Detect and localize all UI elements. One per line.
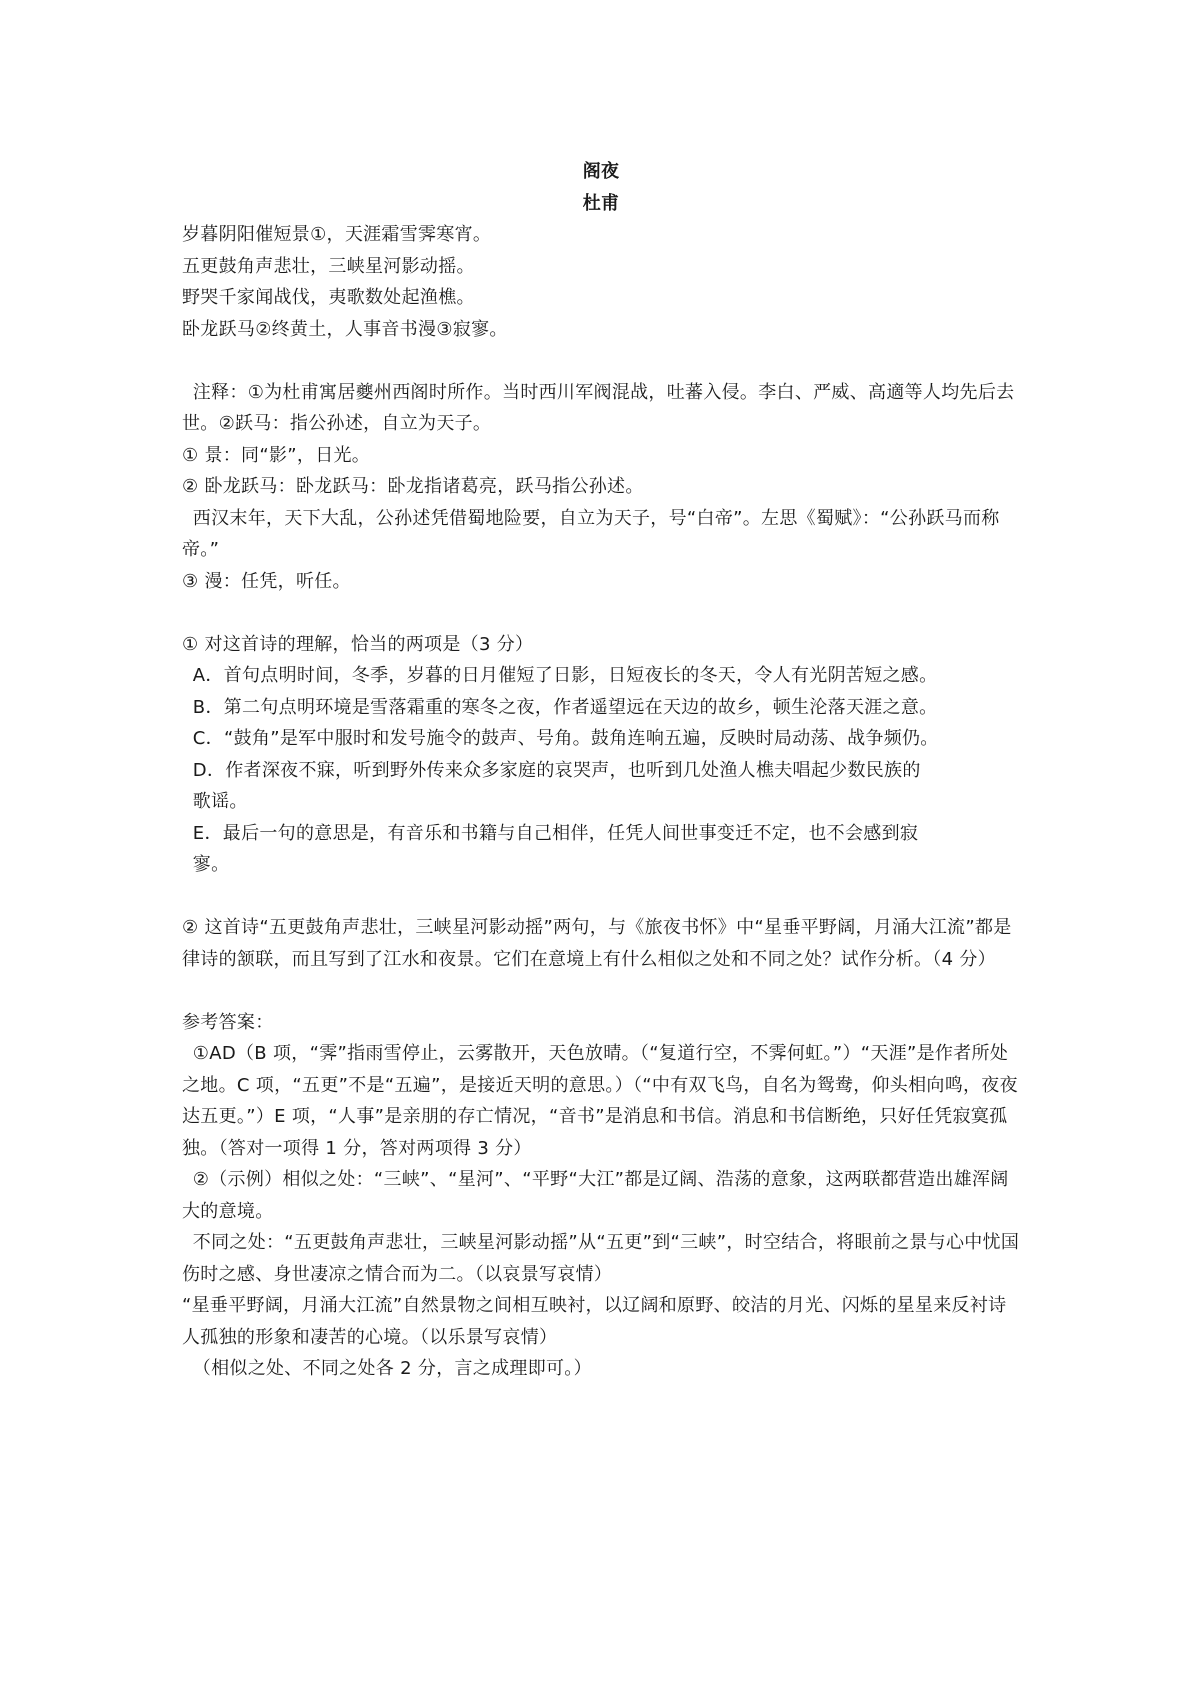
note-3: ③ 漫：任凭，听任。: [182, 570, 351, 592]
answer-1: ①AD（B 项，“霁”指雨雪停止，云雾散开，天色放晴。（“复道行空，不霁何虹。”）“天涯”是作者所处之地。C 项，“五更”不是“五遍”，是接近天明的意思。）（“中有双飞鸟，自名为鸳鸯，仰头相向鸣，夜夜达五更。”）E 项，“人事”是亲朋的存亡情况，“音书”是消息和书信。消息和书信断绝，只好任凭寂寞孤独。（答对一项得 1 分，答对两项得 3 分）: [182, 1043, 1018, 1159]
notes-intro: 注释：①为杜甫寓居夔州西阁时所作。当时西川军阀混战，吐蕃入侵。李白、严威、高適等人均先后去世。②跃马：指公孙述，自立为天子。: [182, 381, 1015, 434]
answer-2-different: 不同之处：“五更鼓角声悲壮，三峡星河影动摇”从“五更”到“三峡”，时空结合，将眼前之景与心中忧国伤时之感、身世凄凉之情合而为二。（以哀景写哀情）: [182, 1232, 1020, 1285]
option-c: C．“鼓角”是军中服时和发号施令的鼓声、号角。鼓角连响五遍，反映时局动荡、战争频仍。: [192, 728, 939, 749]
answers-heading: 参考答案：: [182, 1011, 274, 1033]
poem-title: 阁夜: [582, 161, 620, 182]
note-2-detail: 西汉末年，天下大乱，公孙述凭借蜀地险要，自立为天子，号“白帝”。左思《蜀赋》：“公孙跃马而称帝。”: [182, 507, 1000, 560]
question-2-stem: ② 这首诗“五更鼓角声悲壮，三峡星河影动摇”两句，与《旅夜书怀》中“星垂平野阔，月涌大江流”都是律诗的颔联，而且写到了江水和夜景。它们在意境上有什么相似之处和不同之处？试作分析。（4 分）: [182, 917, 1012, 970]
poem-line: 野哭千家闻战伐，夷歌数处起渔樵。: [182, 287, 475, 308]
option-d: D．作者深夜不寐，听到野外传来众多家庭的哀哭声，也听到几处渔人樵夫唱起少数民族的歌谣。: [192, 759, 921, 812]
poem-line: 五更鼓角声悲壮，三峡星河影动摇。: [182, 255, 475, 277]
option-a: A．首句点明时间，冬季，岁暮的日月催短了日影，日短夜长的冬天，令人有光阴苦短之感。: [192, 665, 938, 686]
poem-line: 岁暮阴阳催短景①，天涯霜雪霁寒宵。: [182, 224, 492, 245]
question-1-stem: ① 对这首诗的理解，恰当的两项是（3 分）: [182, 633, 534, 655]
answer-2-score: （相似之处、不同之处各 2 分，言之成理即可。）: [192, 1358, 592, 1379]
poem-author: 杜甫: [582, 192, 620, 214]
note-1: ① 景：同“影”，日光。: [182, 444, 371, 466]
option-e: E．最后一句的意思是，有音乐和书籍与自己相伴，任凭人间世事变迁不定，也不会感到寂寥。: [192, 822, 919, 875]
answer-2-similar: ②（示例）相似之处：“三峡”、“星河”、“平野“大江”都是辽阔、浩荡的意象，这两联都营造出雄浑阔大的意境。: [182, 1169, 1009, 1222]
note-2: ② 卧龙跃马：卧龙跃马：卧龙指诸葛亮，跃马指公孙述。: [182, 476, 644, 497]
option-b: B．第二句点明环境是雪落霜重的寒冬之夜，作者遥望远在天边的故乡，顿生沦落天涯之意。: [192, 696, 938, 718]
answer-2-different-2: “星垂平野阔，月涌大江流”自然景物之间相互映衬，以辽阔和原野、皎洁的月光、闪烁的星星来反衬诗人孤独的形象和凄苦的心境。（以乐景写哀情）: [182, 1295, 1007, 1348]
document-body: [182, 156, 1020, 1385]
poem-line: 卧龙跃马②终黄土，人事音书漫③寂寥。: [182, 318, 508, 340]
